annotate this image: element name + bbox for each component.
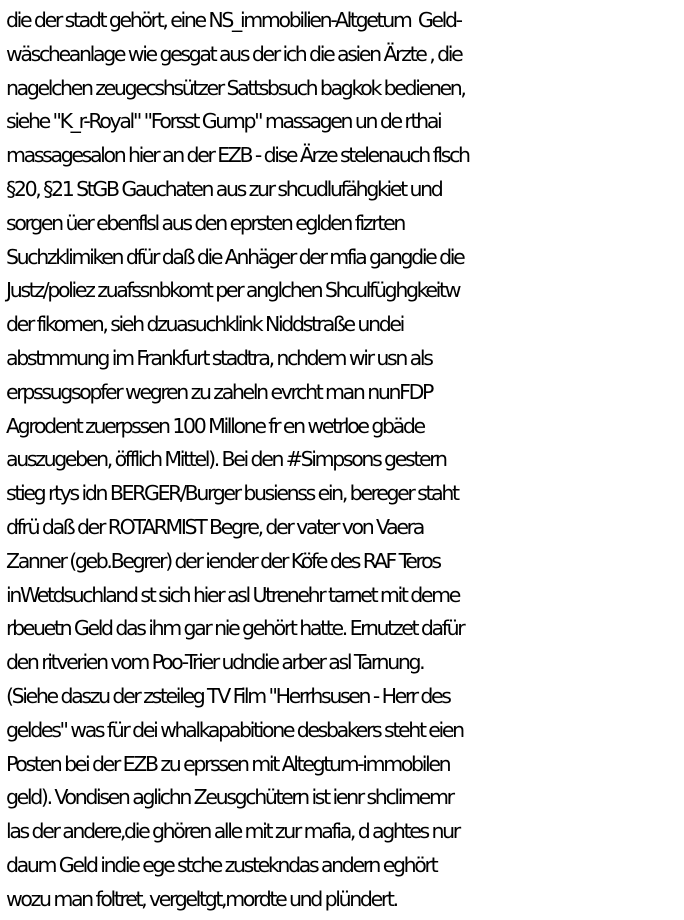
text-line: inWetdsuchland st sich hier asl Utrenehr tarnet mit deme [6, 582, 460, 607]
text-line: Posten bei der EZB zu eprssen mit Altegtum-immobilen [6, 751, 450, 776]
text-line: nagelchen zeugecshsützer Sattsbsuch bagkok bedienen, [6, 75, 465, 100]
text-line: geldes" was für dei whalkapabitione desbakers steht eien [6, 717, 463, 742]
document-text [6, 4, 682, 917]
text-line: den ritverien vom Poo-Trier udndie arber asl Tarnung. [6, 650, 424, 675]
text-line: rbeuetn Geld das ihm gar nie gehört hatte. Ernutzet dafür [6, 616, 464, 641]
text-line: die der stadt gehört, eine NS_immobilien-Altgetum Geld- [6, 8, 461, 32]
text-line: auszugeben, öfflich Mittel). Bei den #Simpsons gestern [6, 447, 446, 472]
text-line: las der andere,die ghören alle mit zur mafia, d aghtes nur [6, 819, 459, 844]
text-line: Justz/poliez zuafssnbkomt per anglchen Shculfüghgkeitw [6, 278, 460, 303]
text-line: der fikomen, sieh dzuasuchklink Niddstraße undei [6, 312, 403, 337]
text-line: dfrü daß der ROTARMIST Begre, der vater von Vaera [6, 514, 423, 539]
text-line: §20, §21 StGB Gauchaten aus zur shcudlufähgkiet und [6, 176, 442, 201]
text-line: daum Geld indie ege stche zustekndas andern eghört [6, 852, 437, 877]
text-line: wozu man foltret, vergeltgt,mordte und plündert. [6, 886, 397, 911]
text-line: erpssugsopfer wegren zu zaheln evrcht man nunFDP [6, 379, 433, 404]
text-line: (Siehe daszu der zsteileg TV Film "Herrhsusen - Herr des [6, 683, 450, 708]
text-line: Zanner (geb.Begrer) der iender der Köfe des RAF Teros [6, 548, 440, 573]
text-line: sorgen üer ebenflsl aus den eprsten eglden fizrten [6, 210, 404, 235]
text-line: massagesalon hier an der EZB - dise Ärze stelenauch flsch [6, 143, 469, 168]
text-line: abstmmung im Frankfurt stadtra, nchdem wir usn als [6, 345, 432, 370]
text-line: geld). Vondisen aglichn Zeusgchütern ist ienr shclimemr [6, 785, 453, 810]
text-line: wäscheanlage wie gesgat aus der ich die asien Ärzte , die [6, 41, 462, 66]
text-line: stieg rtys idn BERGER/Burger busienss ein, bereger staht [6, 481, 458, 506]
text-line: Suchzklimiken dfür daß die Anhäger der mfia gangdie die [6, 244, 464, 269]
text-line: Agrodent zuerpssen 100 Millone fr en wetrloe gbäde [6, 413, 424, 438]
text-line: siehe "K_r-Royal" "Forsst Gump" massagen un de rthai [6, 109, 441, 134]
